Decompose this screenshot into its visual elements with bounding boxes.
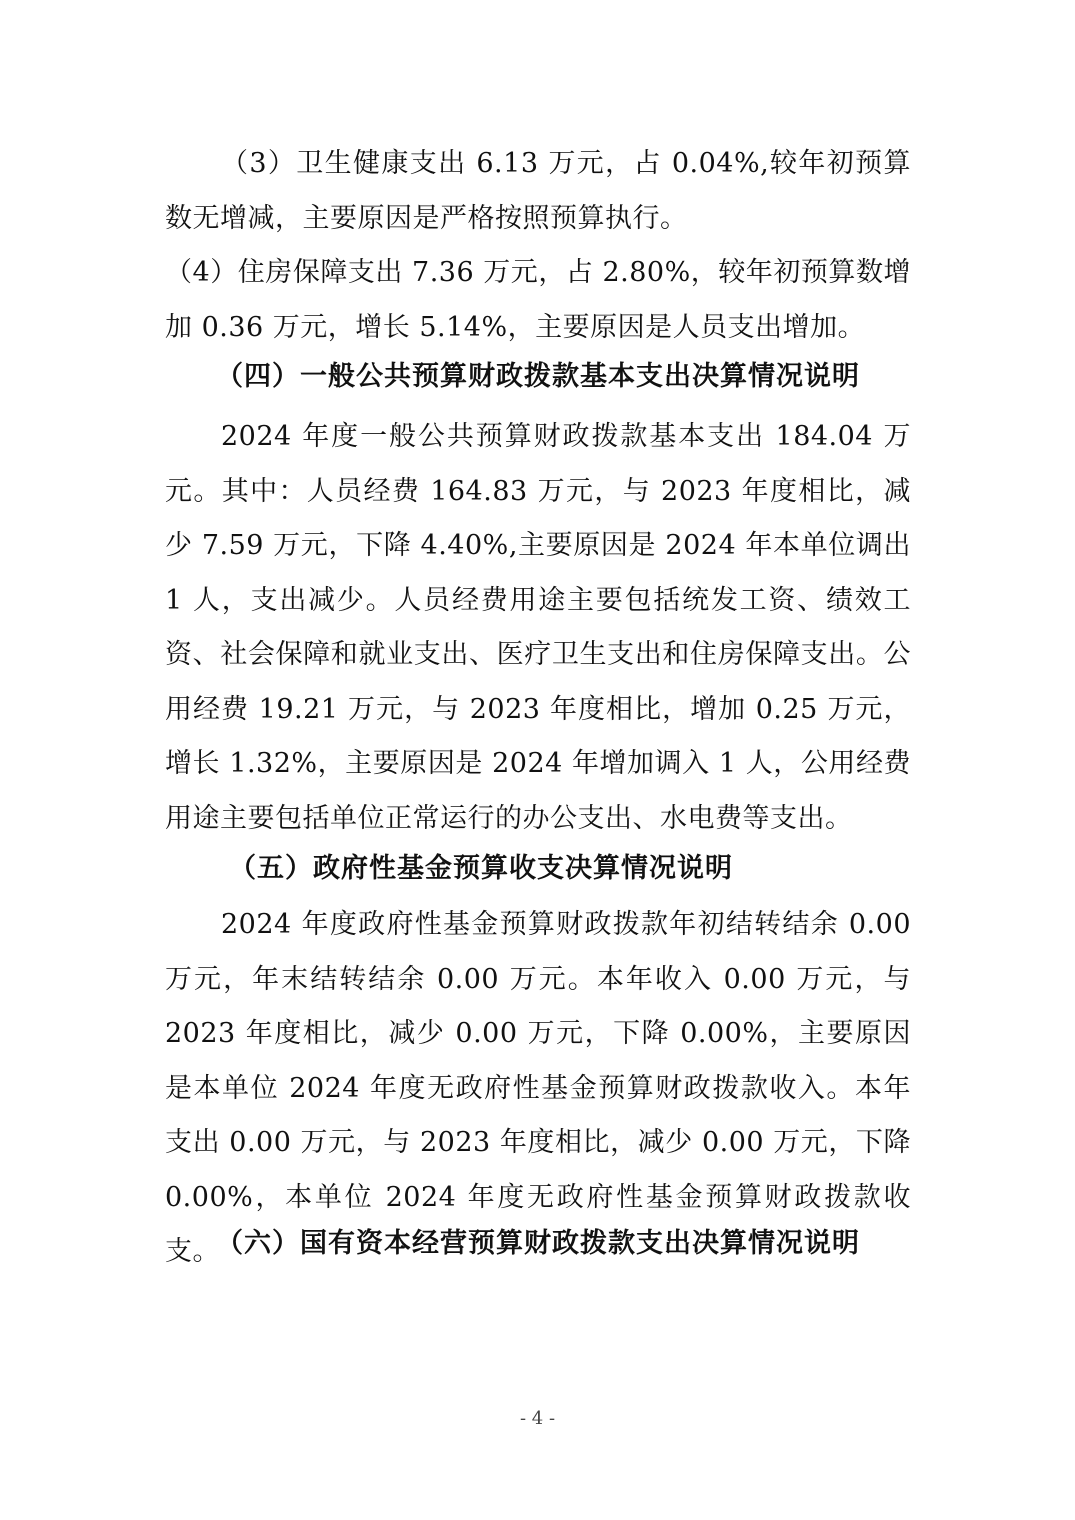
page-number: - 4 - bbox=[519, 1408, 556, 1429]
section-5-heading: （五）政府性基金预算收支决算情况说明 bbox=[229, 853, 733, 884]
basic-expenditure-paragraph: 2024 年度一般公共预算财政拨款基本支出 184.04 万元。其中：人员经费 164.83 万元，与 2023 年度相比，减少 7.59 万元，下降 4.40%,主要原因是 2024 年本单位调出 1 人，支出减少。人员经费用途主要包括统发工资、绩效工资、社会保障和就业支出、医疗卫生支出和住房保障支出。公用经费 19.21 万元，与 2023 年度相比，增加 0.25 万元，增长 1.32%，主要原因是 2024 年增加调入 1 人，公用经费用途主要包括单位正常运行的办公支出、水电费等支出。 bbox=[165, 421, 911, 834]
section-6-heading: （六）国有资本经营预算财政拨款支出决算情况说明 bbox=[216, 1228, 860, 1259]
government-fund-paragraph: 2024 年度政府性基金预算财政拨款年初结转结余 0.00 万元，年末结转结余 0.00 万元。本年收入 0.00 万元，与 2023 年度相比，减少 0.00 万元，下降 0.00%，主要原因是本单位 2024 年度无政府性基金预算财政拨款收入。本年支出 0.00 万元，与 2023 年度相比，减少 0.00 万元，下降 0.00%，本单位 2024 年度无政府性基金预算财政拨款收支。 bbox=[165, 909, 911, 1267]
health-expenditure-paragraph: （3）卫生健康支出 6.13 万元，占 0.04%,较年初预算数无增减，主要原因是严格按照预算执行。 bbox=[165, 148, 911, 234]
housing-expenditure-paragraph: （4）住房保障支出 7.36 万元，占 2.80%，较年初预算数增加 0.36 万元，增长 5.14%，主要原因是人员支出增加。 bbox=[165, 257, 911, 343]
section-4-heading: （四）一般公共预算财政拨款基本支出决算情况说明 bbox=[216, 361, 860, 392]
